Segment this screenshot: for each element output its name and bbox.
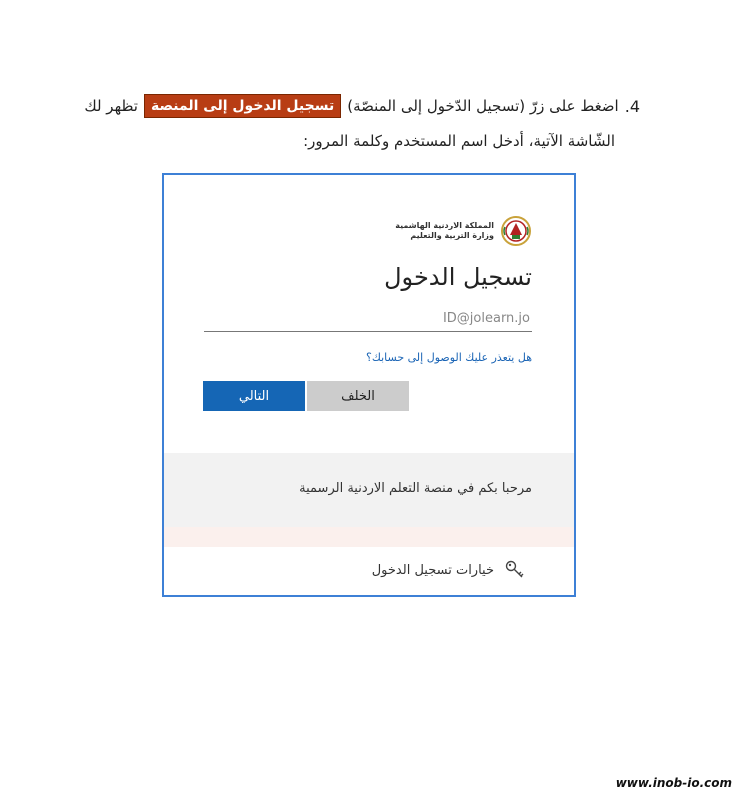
- step-number: 4.: [624, 96, 640, 116]
- login-title: تسجيل الدخول: [384, 263, 532, 291]
- welcome-text: مرحبا بكم في منصة التعلم الاردنية الرسمية: [299, 481, 532, 496]
- key-icon: [504, 559, 526, 581]
- ministry-emblem-icon: [500, 215, 532, 247]
- login-button-reference: تسجيل الدخول إلى المنصة: [144, 94, 341, 118]
- signin-options-button[interactable]: [372, 559, 526, 581]
- instruction-line-2: الشّاشة الآتية، أدخل اسم المستخدم وكلمة المرور:: [303, 132, 615, 150]
- instruction-line-1: [80, 94, 640, 118]
- instruction-text-2: تظهر لك: [84, 97, 138, 115]
- ministry-name-line-1: المملكة الاردنية الهاشمية: [395, 221, 494, 230]
- signin-options-label: خيارات تسجيل الدخول: [371, 562, 494, 578]
- site-watermark: www.inob-io.com: [615, 776, 732, 790]
- ministry-name-line-2: وزارة التربية والتعليم: [410, 231, 494, 240]
- back-button[interactable]: الخلف: [307, 381, 409, 411]
- next-button[interactable]: التالي: [203, 381, 305, 411]
- login-card: [162, 173, 576, 597]
- divider-band: [164, 527, 574, 547]
- ministry-logo: [395, 215, 532, 247]
- welcome-banner: [164, 453, 574, 527]
- instruction-text-1: اضغط على زرّ (تسجيل الدّخول إلى المنصّة): [347, 97, 619, 115]
- cant-access-account-link[interactable]: هل يتعذر عليك الوصول إلى حسابك؟: [366, 351, 532, 364]
- username-input[interactable]: [204, 305, 532, 332]
- ministry-name: [395, 221, 494, 241]
